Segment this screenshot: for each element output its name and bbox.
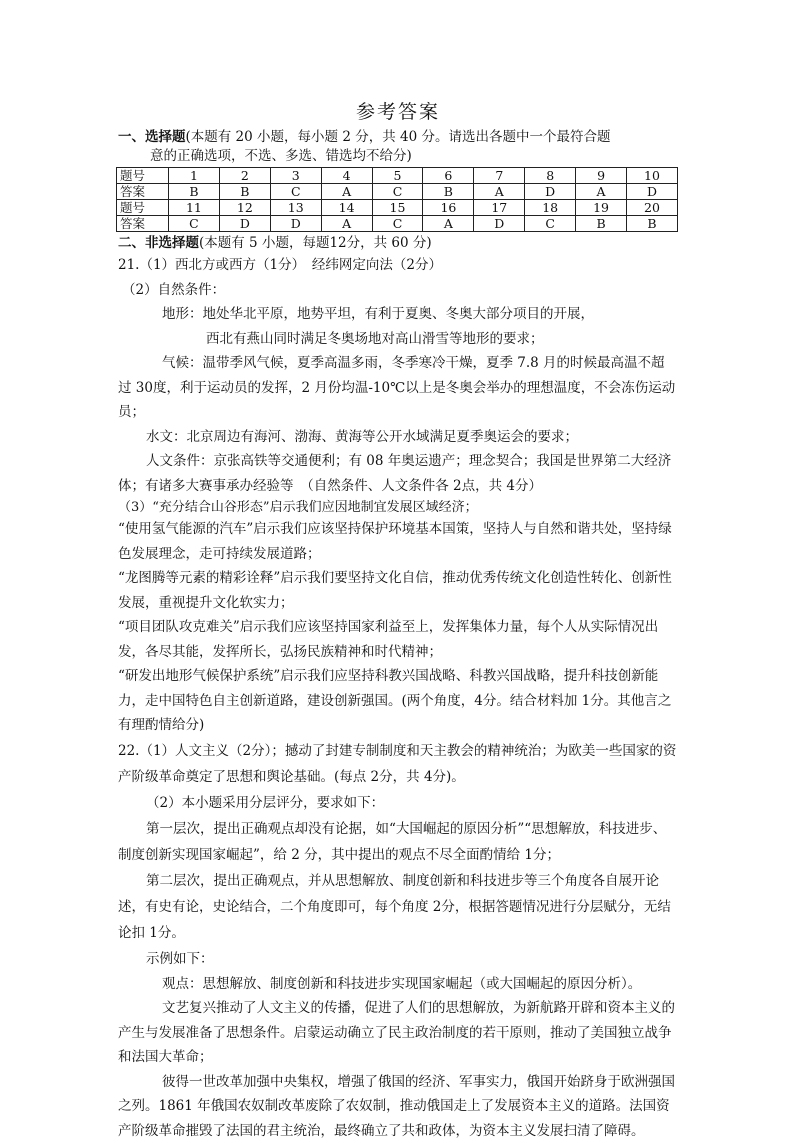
table-label-ans: 答案 — [117, 184, 169, 200]
table-cell: B — [423, 184, 474, 200]
table-cell: 8 — [525, 168, 576, 184]
q22-part2-head: （2）本小题采用分层评分，要求如下： — [118, 790, 678, 816]
table-cell: 13 — [270, 200, 321, 216]
table-cell: 19 — [576, 200, 627, 216]
q21-part1: 21.（1）西北方或西方（1分） 经纬网定向法（2分） — [118, 253, 678, 278]
table-cell: C — [270, 184, 321, 200]
section1-head-text-1: (本题有 20 小题，每小题 2 分，共 40 分。请选出各题中一个最符合题 — [186, 129, 611, 145]
table-cell: 7 — [474, 168, 525, 184]
table-cell: 3 — [270, 168, 321, 184]
q22-level1: 第一层次，提出正确观点却没有论据，如“大国崛起的原因分析”“思想解放，科技进步、制度创新实现国家崛起”，给 2 分，其中提出的观点不尽全面酌情给 1分； — [118, 816, 678, 868]
table-cell: D — [525, 184, 576, 200]
table-cell: B — [576, 216, 627, 232]
section1-head-bold: 一、选择题 — [118, 129, 186, 145]
table-cell: 12 — [219, 200, 270, 216]
answer-table — [116, 167, 678, 232]
q21-research: “研发出地形气候保护系统”启示我们应坚持科教兴国战略、科教兴国战略，提升科技创新能力，走中国特色自主创新道路，建设创新强国。(两个角度，4分。结合材料加 1分。其他言之有理酌情给分) — [118, 664, 678, 738]
q22-part1: 22.（1）人文主义（2分）；撼动了封建专制制度和天主教会的精神统治；为欧美一些国家的资产阶级革命奠定了思想和舆论基础。(每点 2分，共 4分)。 — [118, 738, 678, 790]
q21-climate: 气候：温带季风气候，夏季高温多雨，冬季寒冷干燥，夏季 7.8 月的时候最高温不超过 30度，利于运动员的发挥，2 月份均温-10℃以上是冬奥会举办的理想温度，不会冻伤运动员； — [118, 351, 678, 425]
table-cell: A — [474, 184, 525, 200]
q22-viewpoint: 观点：思想解放、制度创新和科技进步实现国家崛起（或大国崛起的原因分析）。 — [118, 972, 678, 997]
q21-part3-head: （3）“充分结合山谷形态”启示我们应因地制宜发展区域经济； — [118, 498, 678, 517]
section1-head-text-2: 意的正确选项，不选、多选、错选均不给分) — [118, 147, 678, 166]
section2-head-text: (本题有 5 小题，每题12分，共 60 分) — [199, 235, 432, 251]
q21-hydrogen: “使用氢气能源的汽车”启示我们应该坚持保护环境基本国策，坚持人与自然和谐共处，坚持绿色发展理念，走可持续发展道路； — [118, 517, 678, 566]
table-cell: C — [525, 216, 576, 232]
table-cell: 10 — [627, 168, 678, 184]
table-cell: C — [169, 216, 220, 232]
table-cell: 9 — [576, 168, 627, 184]
table-cell: D — [627, 184, 678, 200]
table-label-num: 题号 — [117, 200, 169, 216]
q21-terrain-cont: 西北有燕山同时满足冬奥场地对高山滑雪等地形的要求； — [118, 327, 678, 352]
table-cell: B — [219, 184, 270, 200]
table-cell: C — [372, 184, 423, 200]
section2-head-bold: 二、非选择题 — [118, 235, 199, 251]
table-cell: 11 — [169, 200, 220, 216]
table-cell: 6 — [423, 168, 474, 184]
table-cell: D — [270, 216, 321, 232]
table-row — [117, 200, 678, 216]
table-cell: B — [169, 184, 220, 200]
q22-peter: 彼得一世改革加强中央集权，增强了俄国的经济、军事实力，俄国开始跻身于欧洲强国之列。1861 年俄国农奴制改革废除了农奴制，推动俄国走上了发展资本主义的道路。法国资产阶级革命摧毁了法国的君主统治，最终确立了共和政体，为资本主义发展扫清了障碍。 — [118, 1070, 678, 1143]
table-row — [117, 168, 678, 184]
q22-level2: 第二层次，提出正确观点，并从思想解放、制度创新和科技进步等三个角度各自展开论述，有史有论，史论结合，二个角度即可，每个角度 2分，根据答题情况进行分层赋分，无结论扣 1分。 — [118, 868, 678, 946]
table-cell: A — [423, 216, 474, 232]
table-cell: 20 — [627, 200, 678, 216]
table-cell: 17 — [474, 200, 525, 216]
q21-human: 人文条件：京张高铁等交通便利；有 08 年奥运遗产；理念契合；我国是世界第二大经济体；有诸多大赛事承办经验等 （自然条件、人文条件各 2点，共 4分） — [118, 449, 678, 498]
table-cell: 5 — [372, 168, 423, 184]
q22-renaissance: 文艺复兴推动了人文主义的传播，促进了人们的思想解放，为新航路开辟和资本主义的产生与发展准备了思想条件。启蒙运动确立了民主政治制度的若干原则，推动了美国独立战争和法国大革命； — [118, 996, 678, 1070]
table-cell: A — [576, 184, 627, 200]
q21-part2-head: （2）自然条件： — [118, 278, 678, 303]
table-cell: 4 — [321, 168, 372, 184]
table-cell: 14 — [321, 200, 372, 216]
q22-example-head: 示例如下： — [118, 946, 678, 972]
section2-head — [118, 234, 678, 253]
table-cell: 2 — [219, 168, 270, 184]
table-cell: B — [627, 216, 678, 232]
table-row — [117, 184, 678, 200]
q21-team: “项目团队攻克难关”启示我们应该坚持国家利益至上，发挥集体力量，每个人从实际情况出发，各尽其能，发挥所长，弘扬民族精神和时代精神； — [118, 615, 678, 664]
q21-terrain: 地形：地处华北平原，地势平坦，有利于夏奥、冬奥大部分项目的开展， — [118, 302, 678, 327]
table-cell: A — [321, 216, 372, 232]
table-cell: 1 — [169, 168, 220, 184]
table-cell: D — [474, 216, 525, 232]
table-cell: D — [219, 216, 270, 232]
table-cell: C — [372, 216, 423, 232]
answer-page — [118, 100, 678, 1143]
q21-dragon: “龙图腾等元素的精彩诠释”启示我们要坚持文化自信，推动优秀传统文化创造性转化、创新性发展，重视提升文化软实力； — [118, 566, 678, 615]
table-label-num: 题号 — [117, 168, 169, 184]
table-row — [117, 216, 678, 232]
table-cell: A — [321, 184, 372, 200]
table-cell: 18 — [525, 200, 576, 216]
page-title: 参考答案 — [118, 100, 678, 124]
table-cell: 16 — [423, 200, 474, 216]
section1-head — [118, 128, 678, 147]
table-label-ans: 答案 — [117, 216, 169, 232]
q21-hydrology: 水文：北京周边有海河、渤海、黄海等公开水域满足夏季奥运会的要求； — [118, 425, 678, 450]
table-cell: 15 — [372, 200, 423, 216]
